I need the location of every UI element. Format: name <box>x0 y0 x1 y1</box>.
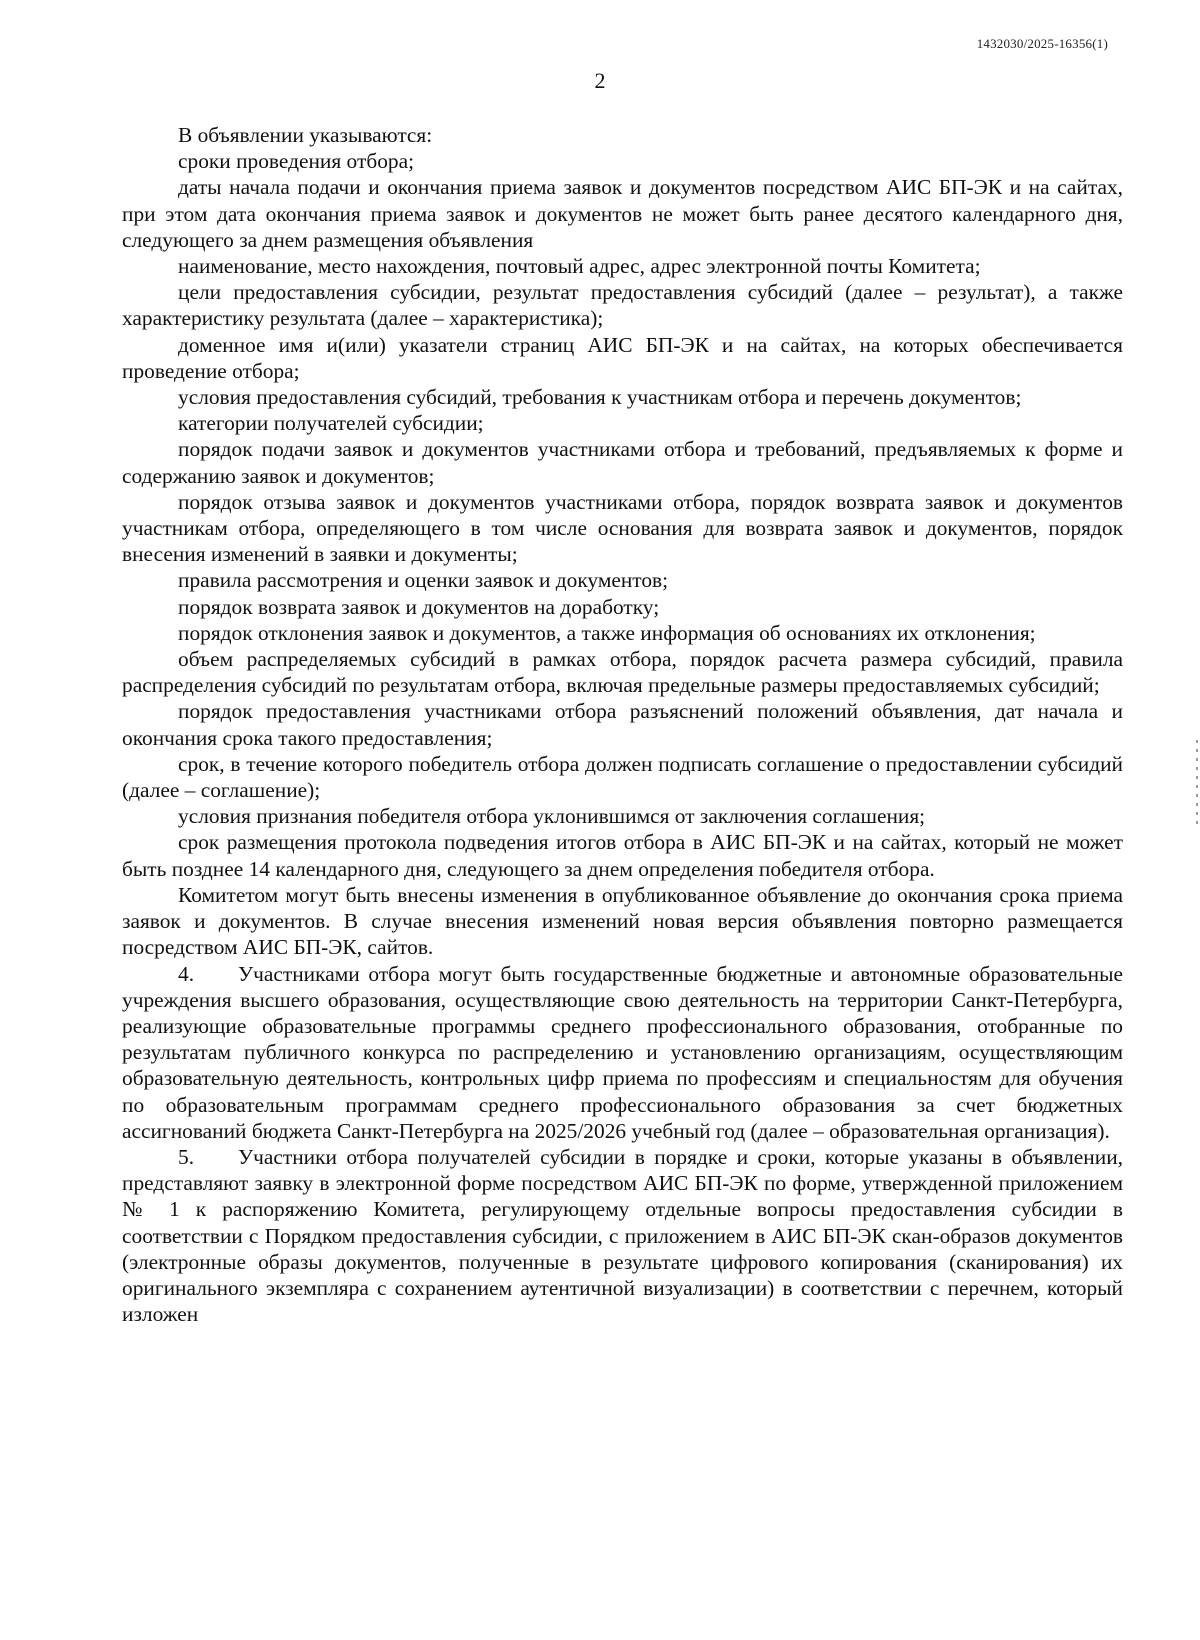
document-registration-number: 1432030/2025-16356(1) <box>976 36 1108 51</box>
paragraph: условия предоставления субсидий, требования к участникам отбора и перечень документов; <box>178 385 1022 410</box>
paragraph: даты начала подачи и окончания приема заявок и документов посредством АИС БП-ЭК и на сайтах, при этом дата окончания приема заявок и документов не может быть ранее десятого календарного дня, следующего за днем размещения объявления <box>122 175 1123 252</box>
paragraph: правила рассмотрения и оценки заявок и документов; <box>178 568 669 593</box>
paragraph: срок размещения протокола подведения итогов отбора в АИС БП-ЭК и на сайтах, который не может быть позднее 14 календарного дня, следующего за днем определения победителя отбора. <box>122 830 1123 881</box>
paragraph: доменное имя и(или) указатели страниц АИС БП-ЭК и на сайтах, на которых обеспечивается проведение отбора; <box>122 332 1123 383</box>
paragraph: сроки проведения отбора; <box>178 149 415 174</box>
paragraph: цели предоставления субсидии, результат предоставления субсидий (далее – результат), а также характеристику результата (далее – характеристика); <box>122 280 1123 331</box>
paragraph: порядок подачи заявок и документов участниками отбора и требований, предъявляемых к форме и содержанию заявок и документов; <box>122 437 1123 488</box>
clause-number: 5. <box>178 1144 195 1169</box>
page-number: 2 <box>594 68 606 93</box>
paragraph: срок, в течение которого победитель отбора должен подписать соглашение о предоставлении субсидий (далее – соглашение); <box>122 751 1123 803</box>
paragraph: Комитетом могут быть внесены изменения в опубликованное объявление до окончания срока приема заявок и документов. В случае внесения изменений новая версия объявления повторно размещается посредством АИС БП-ЭК, сайтов. <box>122 882 1123 960</box>
paragraph: порядок возврата заявок и документов на доработку; <box>178 594 660 619</box>
numbered-clause-5 <box>122 1144 1123 1327</box>
paragraph: наименование, место нахождения, почтовый адрес, адрес электронной почты Комитета; <box>178 254 981 279</box>
clause-number: 4. <box>178 961 195 986</box>
paragraph: условия признания победителя отбора уклонившимся от заключения соглашения; <box>178 804 926 829</box>
paragraph: порядок предоставления участниками отбора разъяснений положений объявления, дат начала и окончания срока такого предоставления; <box>122 699 1123 750</box>
numbered-clause-4 <box>122 961 1123 1144</box>
paragraph: порядок отзыва заявок и документов участниками отбора, порядок возврата заявок и документов участникам отбора, определяющего в том числе основания для возврата заявок и документов, порядок внесения изменений в заявки и документы; <box>122 489 1123 567</box>
clause-text: Участники отбора получателей субсидии в порядке и сроки, которые указаны в объявлении, представляют заявку в электронной форме посредством АИС БП-ЭК по форме, утвержденной приложением № 1 к распоряжению Комитета, регулирующему отдельные вопросы предоставления субсидии в соответствии с Порядком предоставления субсидии, с приложением в АИС БП-ЭК скан-образов документов (электронные образы документов, полученные в результате цифрового копирования (сканирования) их оригинального экземпляра с сохранением аутентичной визуализации) в соответствии с перечнем, который изложен <box>122 1144 1123 1327</box>
clause-text: Участниками отбора могут быть государственные бюджетные и автономные образовательные учреждения высшего образования, осуществляющие свою деятельность на территории Санкт-Петербурга, реализующие образовательные программы среднего профессионального образования, отобранные по результатам публичного конкурса по распределению и установлению организациям, осуществляющим образовательную деятельность, контрольных цифр приема по профессиям и специальностям для обучения по образовательным программам среднего профессионального образования за счет бюджетных ассигнований бюджета Санкт-Петербурга на 2025/2026 учебный год (далее – образовательная организация). <box>122 961 1123 1143</box>
paragraph: В объявлении указываются: <box>178 123 433 147</box>
scan-edge-artifact <box>1196 740 1198 830</box>
paragraph: объем распределяемых субсидий в рамках отбора, порядок расчета размера субсидий, правила распределения субсидий по результатам отбора, включая предельные размеры предоставляемых субсидий; <box>122 647 1123 698</box>
paragraph: порядок отклонения заявок и документов, а также информация об основаниях их отклонения; <box>178 620 1036 645</box>
paragraph: категории получателей субсидии; <box>178 411 484 436</box>
document-body <box>122 122 1123 1327</box>
